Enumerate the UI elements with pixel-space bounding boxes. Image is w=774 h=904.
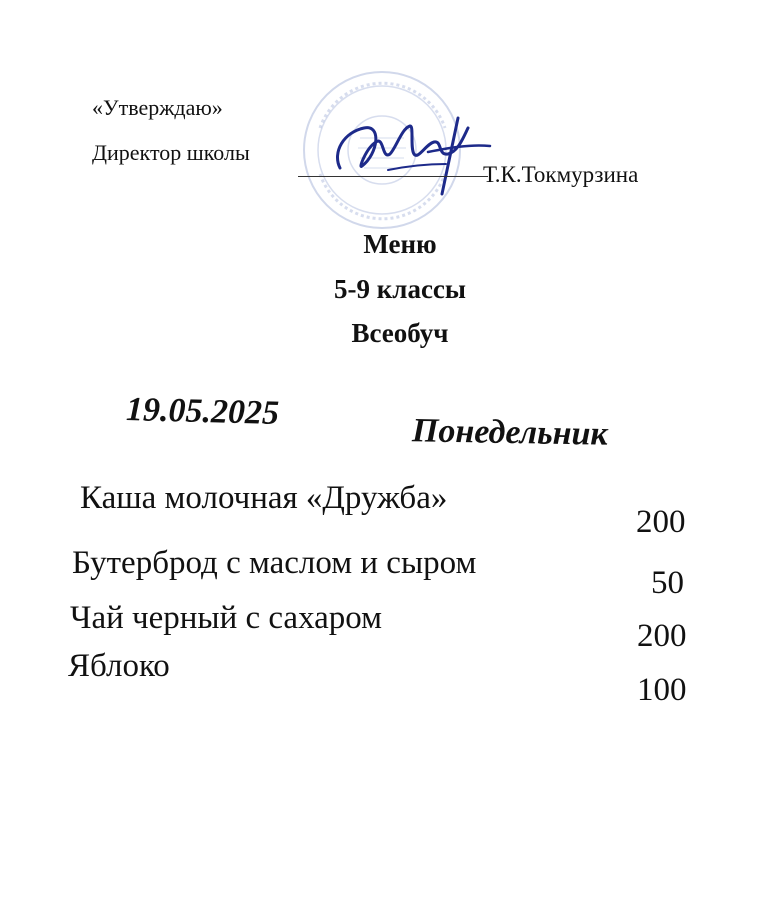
menu-item-name: Бутерброд с маслом и сыром <box>72 545 477 581</box>
menu-item-quantity: 100 <box>637 672 687 708</box>
menu-title-block <box>0 222 774 356</box>
signature-line <box>298 176 488 177</box>
menu-weekday: Понедельник <box>411 412 609 453</box>
approval-block <box>92 95 223 120</box>
menu-item-name: Чай черный с сахаром <box>70 600 383 636</box>
approve-label: «Утверждаю» <box>92 95 223 120</box>
menu-item-quantity: 200 <box>637 618 687 654</box>
menu-date: 19.05.2025 <box>125 391 280 432</box>
director-name: Т.К.Токмурзина <box>483 162 639 187</box>
menu-item-name: Каша молочная «Дружба» <box>80 480 448 516</box>
director-title: Директор школы <box>92 140 250 165</box>
program-subtitle: Всеобуч <box>351 318 449 349</box>
menu-item-name: Яблоко <box>68 648 170 684</box>
menu-item-quantity: 50 <box>651 565 684 601</box>
menu-item-quantity: 200 <box>636 504 686 540</box>
menu-title: Меню <box>363 229 437 259</box>
grades-subtitle: 5-9 классы <box>334 273 466 304</box>
